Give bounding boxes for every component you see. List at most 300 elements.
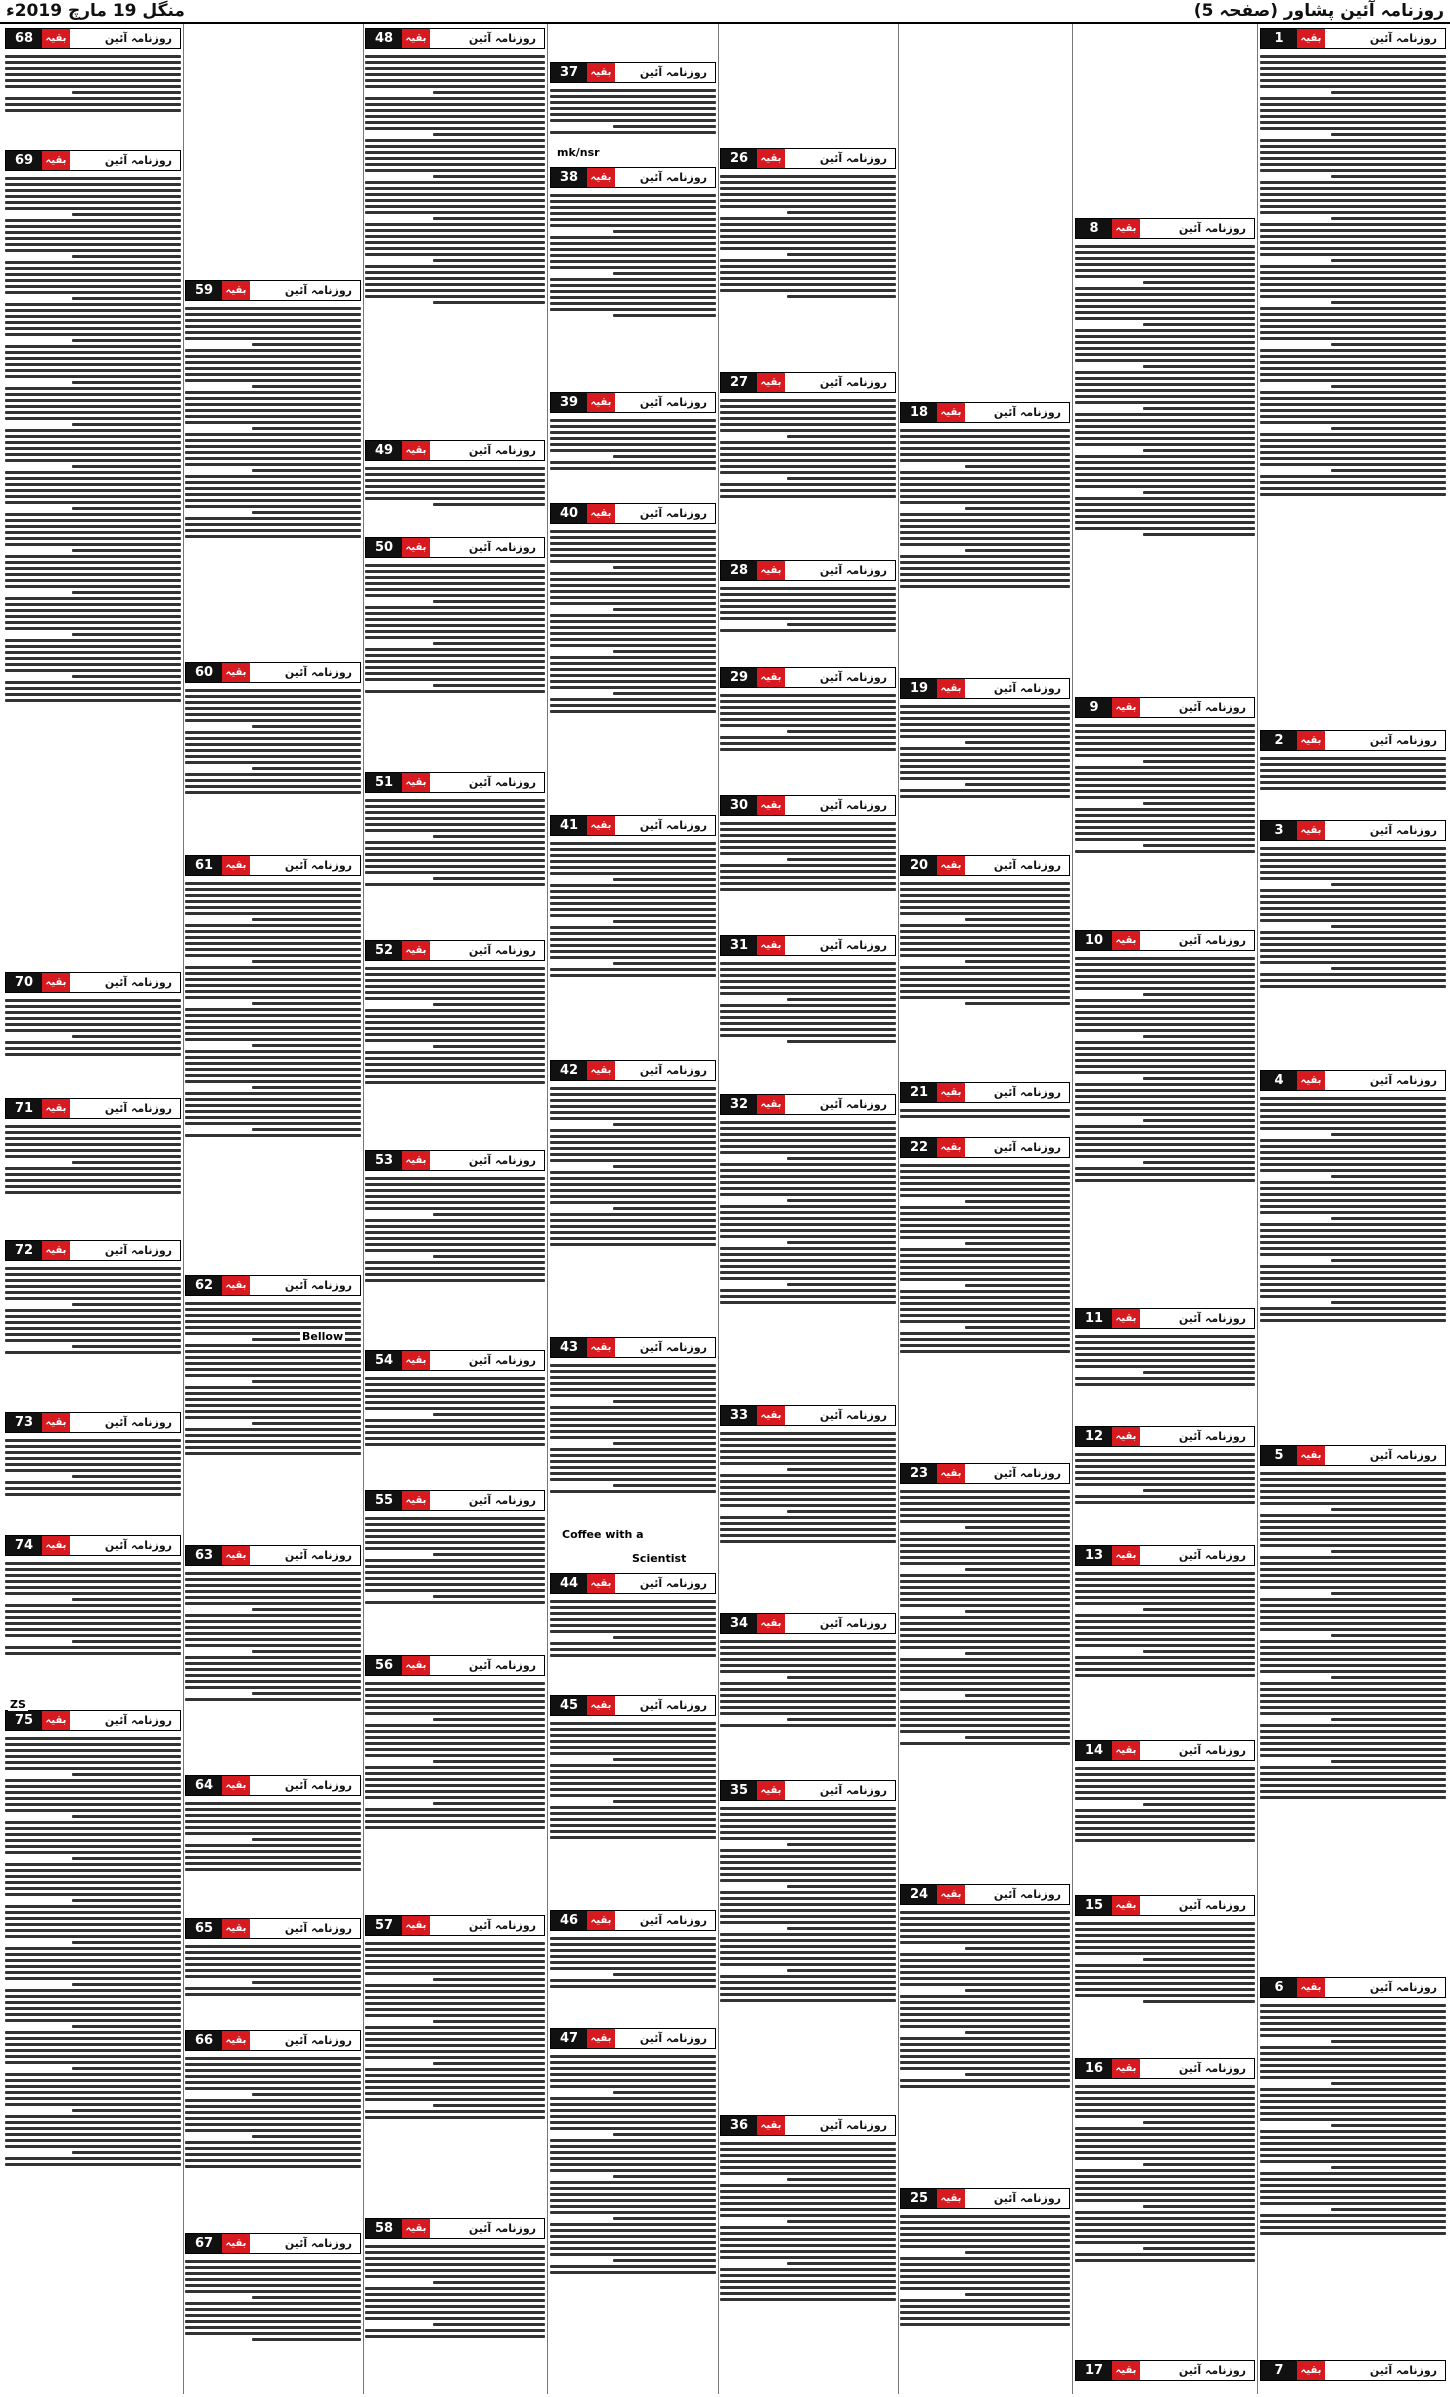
text-line (720, 277, 896, 280)
text-line (185, 906, 361, 909)
text-line (433, 1553, 545, 1556)
text-line (1075, 413, 1255, 416)
text-line (1260, 1115, 1446, 1118)
text-line (1143, 760, 1255, 763)
text-line (900, 1712, 1070, 1715)
text-line (185, 2147, 361, 2150)
text-line (720, 199, 896, 202)
continued-tag: بقیہ (402, 941, 430, 960)
text-line (365, 1243, 545, 1246)
text-line (1075, 730, 1255, 733)
text-line (550, 1087, 716, 1090)
text-line (365, 690, 545, 693)
text-line (185, 1590, 361, 1593)
text-line (1260, 2214, 1446, 2217)
text-line (365, 853, 545, 856)
text-line (1260, 451, 1446, 454)
text-line (252, 1838, 361, 1841)
text-line (5, 459, 181, 462)
text-line (185, 1014, 361, 1017)
text-line (1260, 1151, 1446, 1154)
text-line (433, 217, 545, 220)
text-line (613, 1400, 716, 1403)
text-line (365, 1279, 545, 1282)
story-continuation (5, 1412, 181, 1531)
continued-tag: بقیہ (402, 538, 430, 557)
text-line (1260, 1235, 1446, 1238)
text-line (5, 1797, 181, 1800)
text-line (720, 974, 896, 977)
text-line (900, 2019, 1070, 2022)
text-line (1260, 2034, 1446, 2037)
story-number: 65 (186, 1919, 222, 1938)
continued-tag: بقیہ (42, 973, 70, 992)
text-line (965, 1526, 1070, 1529)
text-line (900, 1646, 1070, 1649)
text-line (1075, 527, 1255, 530)
text-line (900, 555, 1070, 558)
text-line (1075, 1113, 1255, 1116)
text-line (365, 163, 545, 166)
text-line (900, 2061, 1070, 2064)
story-text (550, 416, 716, 497)
story-text (365, 52, 545, 434)
text-line (185, 2284, 361, 2287)
text-line (1260, 787, 1446, 790)
text-line (1260, 1181, 1446, 1184)
story-number: 16 (1076, 2059, 1112, 2078)
text-line (720, 1999, 896, 2002)
text-line (787, 435, 896, 438)
text-line (900, 930, 1070, 933)
text-line (5, 333, 181, 336)
story-text (185, 686, 361, 849)
newspaper-label: روزنامہ آئین (468, 2222, 536, 2235)
story-number: 5 (1261, 1446, 1297, 1465)
text-line (550, 698, 716, 701)
text-line (185, 1098, 361, 1101)
story-number: 50 (366, 538, 402, 557)
text-line (1075, 431, 1255, 434)
text-line (365, 829, 545, 832)
text-line (1075, 1596, 1255, 1599)
text-line (365, 2311, 545, 2314)
text-line (900, 1562, 1070, 1565)
story-number: 42 (551, 1061, 587, 1080)
text-line (252, 1608, 361, 1611)
text-line (1260, 139, 1446, 142)
text-line (720, 1004, 896, 1007)
story-header (5, 150, 181, 171)
text-line (5, 243, 181, 246)
text-line (550, 308, 716, 311)
text-line (1260, 853, 1446, 856)
text-line (185, 475, 361, 478)
text-line (550, 1806, 716, 1809)
continued-tag: بقیہ (1297, 2361, 1325, 2380)
text-line (433, 2323, 545, 2326)
continued-tag: بقیہ (42, 1711, 70, 1730)
text-line (5, 97, 181, 100)
text-line (252, 1002, 361, 1005)
newspaper-label: روزنامہ آئین (468, 1154, 536, 1167)
story-header (900, 1884, 1070, 1905)
text-line (5, 687, 181, 690)
text-line (900, 888, 1070, 891)
text-line (1331, 133, 1446, 136)
text-line (185, 403, 361, 406)
text-line (185, 954, 361, 957)
text-line (365, 253, 545, 256)
text-line (900, 1622, 1070, 1625)
text-line (5, 327, 181, 330)
story-continuation (550, 503, 716, 811)
text-line (1260, 2136, 1446, 2139)
text-line (550, 2241, 716, 2244)
text-line (185, 1844, 361, 1847)
text-line (550, 2169, 716, 2172)
continued-tag: بقیہ (757, 373, 785, 392)
text-line (1075, 1922, 1255, 1925)
text-line (185, 313, 361, 316)
story-continuation (5, 150, 181, 968)
text-line (720, 587, 896, 590)
text-line (787, 1468, 896, 1471)
text-line (1075, 1572, 1255, 1575)
text-line (720, 1175, 896, 1178)
newspaper-label: روزنامہ آئین (1178, 1549, 1246, 1562)
text-line (550, 674, 716, 677)
text-line (900, 1532, 1070, 1535)
newspaper-label: روزنامہ آئین (104, 32, 172, 45)
newspaper-label: روزنامہ آئین (1369, 824, 1437, 837)
story-continuation (365, 1150, 545, 1346)
text-line (185, 719, 361, 722)
text-line (550, 2139, 716, 2142)
text-line (1260, 2196, 1446, 2199)
text-line (965, 1242, 1070, 1245)
text-line (900, 1604, 1070, 1607)
text-line (365, 1395, 545, 1398)
text-line (900, 1550, 1070, 1553)
text-line (550, 2151, 716, 2154)
text-line (365, 67, 545, 70)
story-text (1075, 2384, 1255, 2386)
text-line (550, 2205, 716, 2208)
text-line (5, 1131, 181, 1134)
text-line (550, 572, 716, 575)
newspaper-label: روزنامہ آئین (104, 1102, 172, 1115)
text-line (550, 860, 716, 863)
story-number: 58 (366, 2219, 402, 2238)
text-line (365, 2251, 545, 2254)
story-continuation (185, 1918, 361, 2026)
newspaper-label: روزنامہ آئین (284, 1779, 352, 1792)
text-line (900, 1983, 1070, 1986)
text-line (1260, 1193, 1446, 1196)
continued-tag: بقیہ (1297, 1071, 1325, 1090)
text-line (5, 1779, 181, 1782)
text-line (720, 241, 896, 244)
text-line (1260, 235, 1446, 238)
text-line (550, 560, 716, 563)
text-line (1075, 1952, 1255, 1955)
text-line (613, 1123, 716, 1126)
text-line (1260, 895, 1446, 898)
text-line (185, 1056, 361, 1059)
text-line (787, 211, 896, 214)
text-line (965, 549, 1070, 552)
text-line (720, 1271, 896, 1274)
story-number: 26 (721, 149, 757, 168)
text-line (185, 1062, 361, 1065)
continued-tag: بقیہ (402, 1656, 430, 1675)
text-line (1075, 275, 1255, 278)
text-line (1075, 1365, 1255, 1368)
text-line (550, 1630, 716, 1633)
text-line (1260, 1562, 1446, 1565)
text-line (1075, 1041, 1255, 1044)
text-line (5, 1959, 181, 1962)
text-line (365, 497, 545, 500)
text-line (185, 1020, 361, 1023)
text-line (433, 503, 545, 506)
text-line (5, 441, 181, 444)
text-line (720, 1181, 896, 1184)
text-line (1075, 473, 1255, 476)
text-line (1260, 1766, 1446, 1769)
text-line (185, 1975, 361, 1978)
text-line (5, 1604, 181, 1607)
story-header (1260, 1445, 1446, 1466)
continued-tag: بقیہ (1297, 731, 1325, 750)
text-line (550, 206, 716, 209)
text-line (5, 399, 181, 402)
text-line (5, 693, 181, 696)
text-line (720, 2286, 896, 2289)
text-line (550, 884, 716, 887)
story-number: 51 (366, 773, 402, 792)
text-line (900, 2013, 1070, 2016)
story-continuation (1260, 28, 1446, 726)
story-continuation (900, 855, 1070, 1078)
text-line (550, 2163, 716, 2166)
text-line (365, 1541, 545, 1544)
story-continuation (5, 28, 181, 146)
text-line (787, 1676, 896, 1679)
text-line (1260, 2064, 1446, 2067)
text-line (720, 736, 896, 739)
text-line (5, 1785, 181, 1788)
text-line (1075, 2169, 1255, 2172)
text-line (900, 2269, 1070, 2272)
text-line (720, 962, 896, 965)
text-line (965, 2073, 1070, 2076)
text-line (5, 1493, 181, 1496)
text-line (900, 1724, 1070, 1727)
text-line (550, 1752, 716, 1755)
text-line (1075, 467, 1255, 470)
story-continuation (185, 1275, 361, 1541)
text-line (365, 1754, 545, 1757)
inline-latin-text: Bellow (302, 1330, 344, 1343)
text-line (720, 694, 896, 697)
text-line (1075, 1335, 1255, 1338)
text-line (1260, 2010, 1446, 2013)
text-line (900, 1164, 1070, 1167)
text-line (5, 231, 181, 234)
story-header (185, 1275, 361, 1296)
text-line (1331, 1217, 1446, 1220)
text-line (185, 1068, 361, 1071)
story-header (900, 1137, 1070, 1158)
story-text (1260, 844, 1446, 1064)
text-line (365, 2092, 545, 2095)
story-text (5, 174, 181, 966)
text-line (1260, 151, 1446, 154)
text-line (1260, 2058, 1446, 2061)
text-line (5, 453, 181, 456)
text-line (1260, 1568, 1446, 1571)
text-line (787, 1718, 896, 1721)
story-header (5, 1710, 181, 1731)
newspaper-label: روزنامہ آئین (639, 1914, 707, 1927)
story-number: 1 (1261, 29, 1297, 48)
text-line (550, 2061, 716, 2064)
text-line (365, 594, 545, 597)
text-line (965, 1610, 1070, 1613)
text-line (5, 699, 181, 702)
text-line (185, 1314, 361, 1317)
text-line (5, 447, 181, 450)
text-line (252, 385, 361, 388)
text-line (720, 1295, 896, 1298)
story-number: 37 (551, 63, 587, 82)
text-line (1075, 1590, 1255, 1593)
story-continuation (365, 940, 545, 1146)
text-line (185, 2278, 361, 2281)
text-line (900, 1965, 1070, 1968)
text-line (1075, 287, 1255, 290)
text-line (965, 1989, 1070, 1992)
story-continuation (550, 815, 716, 1056)
text-line (185, 1620, 361, 1623)
text-line (1260, 781, 1446, 784)
text-line (1260, 67, 1446, 70)
text-line (1075, 1833, 1255, 1836)
text-line (365, 618, 545, 621)
text-line (433, 1978, 545, 1981)
text-line (720, 834, 896, 837)
text-line (1075, 814, 1255, 817)
text-line (185, 755, 361, 758)
text-line (5, 387, 181, 390)
text-line (787, 2262, 896, 2265)
text-line (5, 1845, 181, 1848)
text-line (5, 2001, 181, 2004)
story-number: 12 (1076, 1427, 1112, 1446)
text-line (1075, 485, 1255, 488)
text-line (365, 115, 545, 118)
text-line (720, 1951, 896, 1954)
story-continuation (365, 2218, 545, 2388)
inline-latin-text: Scientist (632, 1552, 687, 1565)
text-line (365, 1571, 545, 1574)
text-line (365, 1377, 545, 1380)
story-text (900, 426, 1070, 672)
text-line (900, 753, 1070, 756)
text-line (185, 2153, 361, 2156)
text-line (900, 1682, 1070, 1685)
text-line (365, 289, 545, 292)
newspaper-label: روزنامہ آئین (284, 1549, 352, 1562)
text-line (550, 542, 716, 545)
newspaper-label: روزنامہ آئین (104, 1244, 172, 1257)
text-line (550, 296, 716, 299)
text-line (900, 936, 1070, 939)
text-line (365, 1267, 545, 1270)
story-header (900, 678, 1070, 699)
text-line (1075, 1053, 1255, 1056)
text-line (1143, 802, 1255, 805)
story-text (185, 879, 361, 1269)
story-text (5, 1264, 181, 1406)
text-line (5, 345, 181, 348)
text-line (1260, 73, 1446, 76)
text-line (720, 1193, 896, 1196)
story-text (1075, 1764, 1255, 1889)
text-line (5, 525, 181, 528)
text-line (550, 1141, 716, 1144)
story-text (1260, 2384, 1446, 2386)
text-line (5, 369, 181, 372)
text-line (550, 2187, 716, 2190)
text-line (185, 990, 361, 993)
text-line (5, 2091, 181, 2094)
text-line (185, 1410, 361, 1413)
story-number: 52 (366, 941, 402, 960)
text-line (1260, 109, 1446, 112)
text-line (1075, 245, 1255, 248)
text-line (550, 530, 716, 533)
text-line (1260, 1103, 1446, 1106)
text-line (1075, 1377, 1255, 1380)
text-line (720, 1867, 896, 1870)
text-line (1075, 981, 1255, 984)
text-line (5, 2139, 181, 2142)
text-line (1260, 1163, 1446, 1166)
text-line (72, 213, 181, 216)
text-line (433, 2281, 545, 2284)
text-line (365, 1694, 545, 1697)
continued-tag: بقیہ (757, 149, 785, 168)
text-line (1260, 163, 1446, 166)
text-line (1331, 91, 1446, 94)
story-header (900, 1463, 1070, 1484)
text-line (185, 1398, 361, 1401)
text-line (365, 2044, 545, 2047)
text-line (185, 535, 361, 538)
story-header (550, 1910, 716, 1931)
text-line (1260, 2052, 1446, 2055)
story-header (1260, 1977, 1446, 1998)
text-line (550, 1454, 716, 1457)
text-line (550, 1406, 716, 1409)
text-line (5, 2097, 181, 2100)
text-line (5, 1809, 181, 1812)
text-line (1260, 1532, 1446, 1535)
text-line (365, 2263, 545, 2266)
